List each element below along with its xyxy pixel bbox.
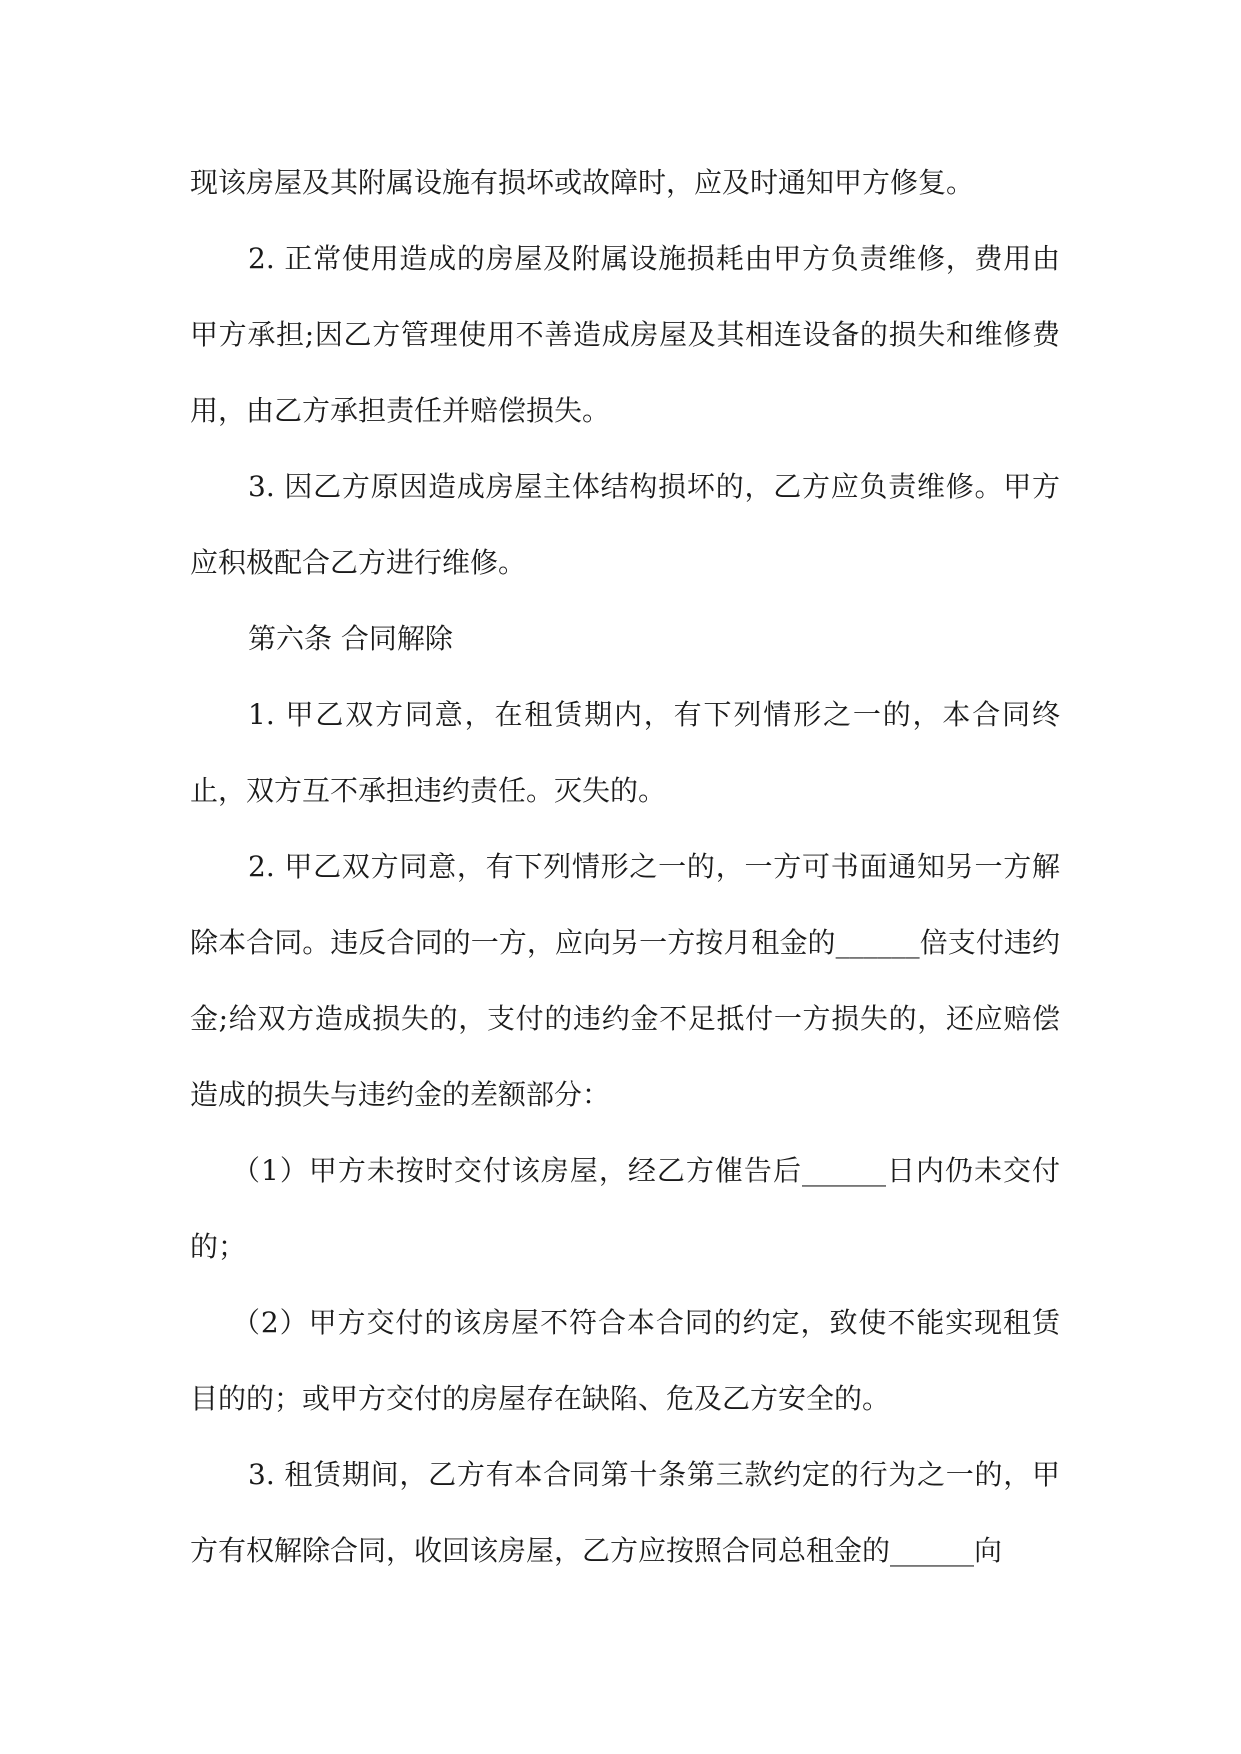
paragraph-item-1: （1）甲方未按时交付该房屋，经乙方催告后______日内仍未交付的； bbox=[190, 1154, 1060, 1263]
paragraph-termination-2: 2. 甲乙双方同意，有下列情形之一的，一方可书面通知另一方解除本合同。违反合同的一方，应向另一方按月租金的______倍支付违约金;给双方造成损失的，支付的违约金不足抵付一方损失的，还应赔偿造成的损失与违约金的差额部分： bbox=[190, 850, 1060, 1111]
paragraph-continuation: 现该房屋及其附属设施有损坏或故障时，应及时通知甲方修复。 bbox=[190, 166, 975, 199]
paragraph-item-2: （2）甲方交付的该房屋不符合本合同的约定，致使不能实现租赁目的的；或甲方交付的房屋存在缺陷、危及乙方安全的。 bbox=[190, 1306, 1060, 1415]
paragraph-termination-3: 3. 租赁期间，乙方有本合同第十条第三款约定的行为之一的，甲方有权解除合同，收回该房屋，乙方应按照合同总租金的______向 bbox=[190, 1458, 1060, 1567]
paragraph-clause-2: 2. 正常使用造成的房屋及附属设施损耗由甲方负责维修，费用由甲方承担;因乙方管理使用不善造成房屋及其相连设备的损失和维修费用，由乙方承担责任并赔偿损失。 bbox=[190, 242, 1060, 427]
section-heading: 第六条 合同解除 bbox=[248, 622, 453, 655]
paragraph-clause-3: 3. 因乙方原因造成房屋主体结构损坏的，乙方应负责维修。甲方应积极配合乙方进行维修。 bbox=[190, 470, 1060, 579]
document-body bbox=[190, 145, 1060, 1589]
paragraph-termination-1: 1. 甲乙双方同意，在租赁期内，有下列情形之一的，本合同终止，双方互不承担违约责任。灭失的。 bbox=[190, 698, 1060, 807]
